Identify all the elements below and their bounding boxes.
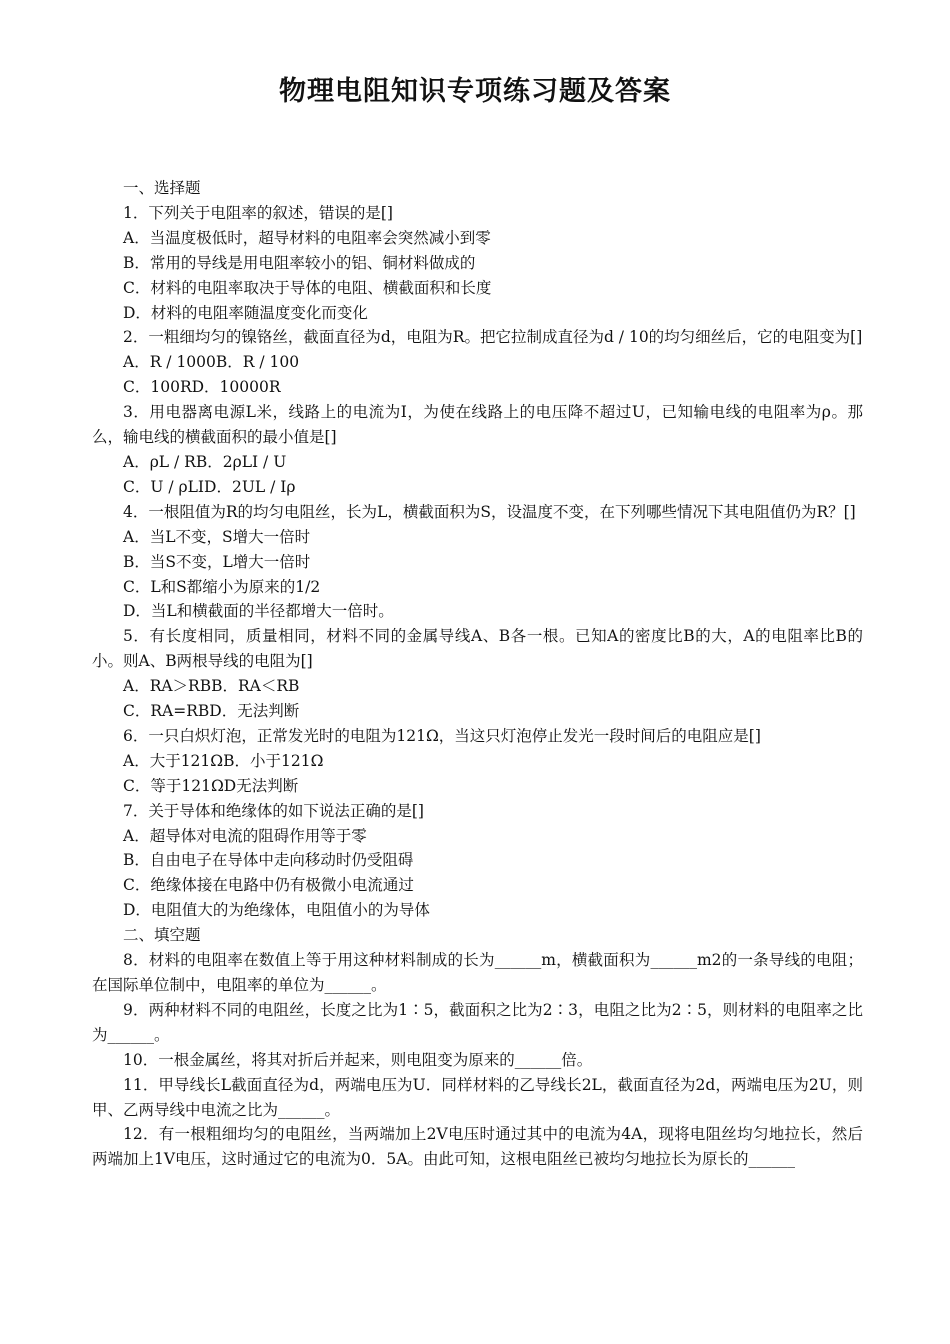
question-1-option-a: A．当温度极低时，超导材料的电阻率会突然减小到零 (123, 228, 491, 247)
question-12: 12．有一根粗细均匀的电阻丝，当两端加上2V电压时通过其中的电流为4A，现将电阻丝均匀地拉长，然后两端加上1V电压，这时通过它的电流为0．5A。由此可知，这根电阻丝已被均匀地拉长为原长的______ (92, 1125, 863, 1169)
document-title: 物理电阻知识专项练习题及答案 (279, 76, 671, 107)
section-heading-choice: 一、选择题 (123, 179, 201, 197)
question-5-options-cd: C．RA=RBD．无法判断 (123, 702, 300, 721)
question-4-option-b: B．当S不变，L增大一倍时 (123, 552, 311, 571)
question-10: 10．一根金属丝，将其对折后并起来，则电阻变为原来的______倍。 (123, 1050, 593, 1069)
question-5-options-ab: A．RA＞RBB．RA＜RB (123, 677, 300, 696)
question-4-stem: 4．一根阻值为R的均匀电阻丝，长为L，横截面积为S，设温度不变，在下列哪些情况下其电阻值仍为R？[] (123, 502, 856, 521)
question-4-option-d: D．当L和横截面的半径都增大一倍时。 (123, 602, 394, 621)
question-1-option-c: C．材料的电阻率取决于导体的电阻、横截面积和长度 (123, 278, 492, 297)
question-4-option-a: A．当L不变，S增大一倍时 (123, 527, 311, 546)
question-6-stem: 6．一只白炽灯泡，正常发光时的电阻为121Ω，当这只灯泡停止发光一段时间后的电阻应是[] (123, 726, 761, 745)
question-7-stem: 7．关于导体和绝缘体的如下说法正确的是[] (123, 801, 424, 820)
question-1-stem: 1．下列关于电阻率的叙述，错误的是[] (123, 203, 393, 222)
question-9: 9．两种材料不同的电阻丝，长度之比为1∶5，截面积之比为2∶3，电阻之比为2∶5，则材料的电阻率之比为______。 (92, 1000, 863, 1044)
question-8: 8．材料的电阻率在数值上等于用这种材料制成的长为______m，横截面积为______m2的一条导线的电阻；在国际单位制中，电阻率的单位为______。 (92, 951, 863, 994)
question-4-option-c: C．L和S都缩小为原来的1/2 (123, 577, 321, 596)
question-7-option-c: C．绝缘体接在电路中仍有极微小电流通过 (123, 876, 414, 895)
question-2-options-cd: C．100RD．10000R (123, 378, 281, 397)
question-7-option-d: D．电阻值大的为绝缘体，电阻值小的为导体 (123, 901, 430, 920)
question-6-options-cd: C．等于121ΩD无法判断 (123, 776, 299, 795)
question-5-stem: 5．有长度相同，质量相同，材料不同的金属导线A、B各一根。已知A的密度比B的大，A的电阻率比B的小。则A、B两根导线的电阻为[] (92, 627, 863, 671)
question-2-stem: 2．一粗细均匀的镍铬丝，截面直径为d，电阻为R。把它拉制成直径为d / 10的均匀细丝后，它的电阻变为[] (123, 328, 863, 347)
question-7-option-a: A．超导体对电流的阻碍作用等于零 (123, 826, 367, 845)
question-3-options-cd: C．U / ρLID．2UL / Iρ (123, 477, 296, 496)
question-1-option-b: B．常用的导线是用电阻率较小的铝、铜材料做成的 (123, 253, 476, 272)
question-1-option-d: D．材料的电阻率随温度变化而变化 (123, 303, 368, 322)
question-3-options-ab: A．ρL / RB．2ρLI / U (123, 452, 287, 471)
question-2-options-ab: A．R / 1000B．R / 100 (123, 353, 300, 372)
question-7-option-b: B．自由电子在导体中走向移动时仍受阻碍 (123, 851, 414, 870)
question-3-stem: 3．用电器离电源L米，线路上的电流为I，为使在线路上的电压降不超过U，已知输电线的电阻率为ρ。那么，输电线的横截面积的最小值是[] (92, 403, 863, 447)
section-heading-fill: 二、填空题 (123, 926, 201, 945)
document-body (92, 176, 863, 1172)
question-6-options-ab: A．大于121ΩB．小于121Ω (123, 751, 324, 770)
question-11: 11．甲导线长L截面直径为d，两端电压为U．同样材料的乙导线长2L，截面直径为2d，两端电压为2U，则甲、乙两导线中电流之比为______。 (92, 1075, 863, 1119)
